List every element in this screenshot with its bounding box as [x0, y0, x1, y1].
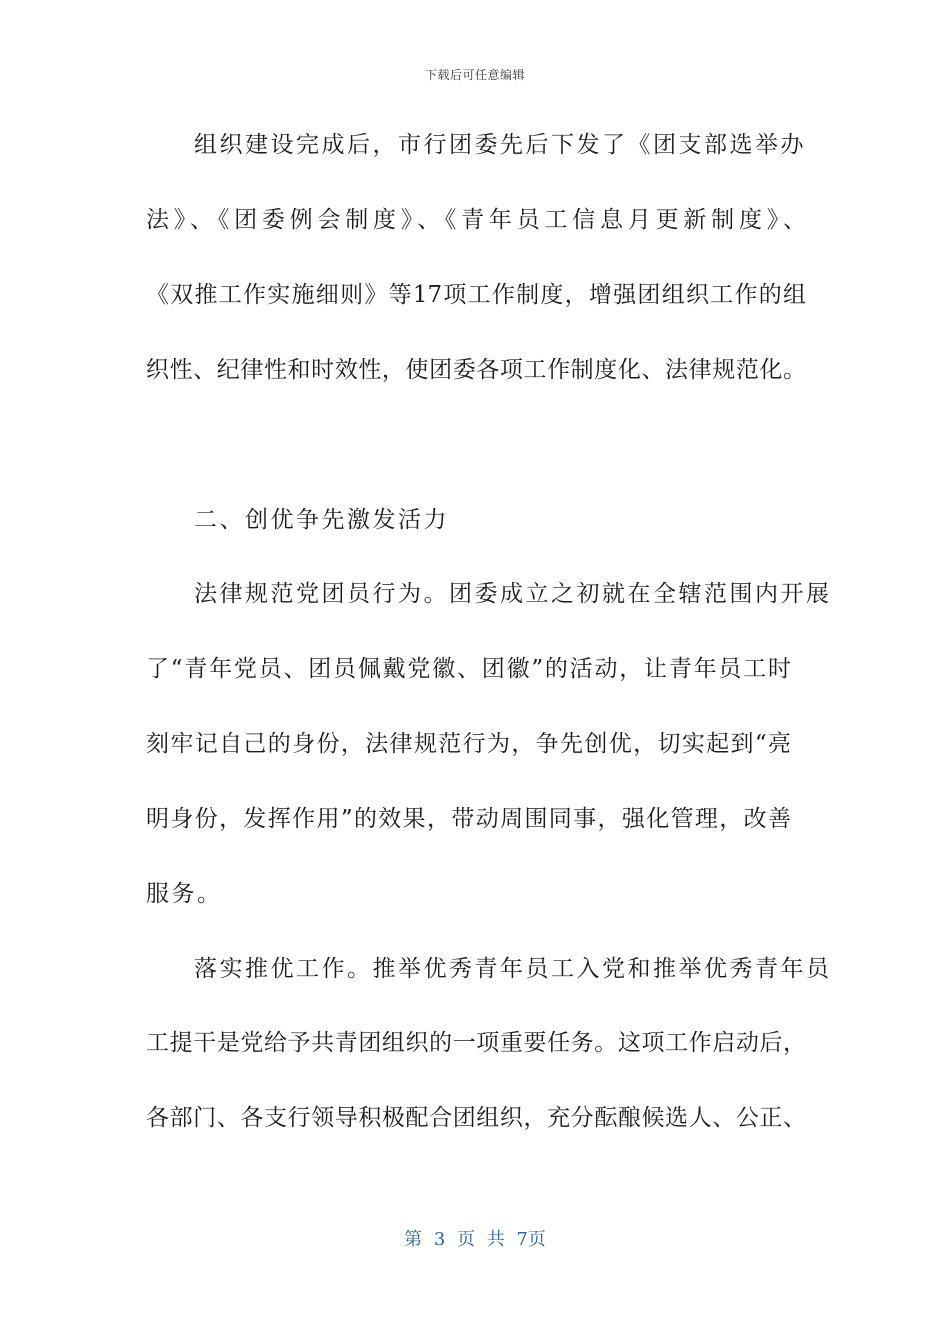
body-line-2: 法》、《团委例会制度》、《青年员工信息月更新制度》、 [146, 207, 806, 233]
body-line-13: 各部门、各支行领导积极配合团组织，充分酝酿候选人、公正、 [146, 1105, 806, 1131]
body-line-8: 刻牢记自己的身份，法律规范行为，争先创优，切实起到“亮 [146, 731, 791, 757]
body-line-10: 服务。 [146, 881, 223, 907]
section-heading: 二、创优争先激发活力 [194, 507, 449, 533]
page-header: 下载后可任意编辑 [424, 68, 525, 82]
body-line-7: 了“青年党员、团员佩戴党徽、团徽”的活动，让青年员工时 [146, 656, 791, 682]
body-line-1: 组织建设完成后，市行团委先后下发了《团支部选举办 [194, 132, 806, 158]
body-line-9: 明身份，发挥作用”的效果，带动周围同事，强化管理，改善 [146, 806, 791, 832]
body-line-11: 落实推优工作。推举优秀青年员工入党和推举优秀青年员 [194, 956, 832, 982]
body-line-12: 工提干是党给予共青团组织的一项重要任务。这项工作启动后， [146, 1030, 806, 1056]
body-line-4: 织性、纪律性和时效性，使团委各项工作制度化、法律规范化。 [146, 357, 806, 383]
body-line-3: 《双推工作实施细则》等17项工作制度，增强团组织工作的组 [146, 282, 806, 308]
body-line-6: 法律规范党团员行为。团委成立之初就在全辖范围内开展 [194, 581, 832, 607]
page-number-footer: 第 3 页 共 7页 [404, 1229, 546, 1250]
